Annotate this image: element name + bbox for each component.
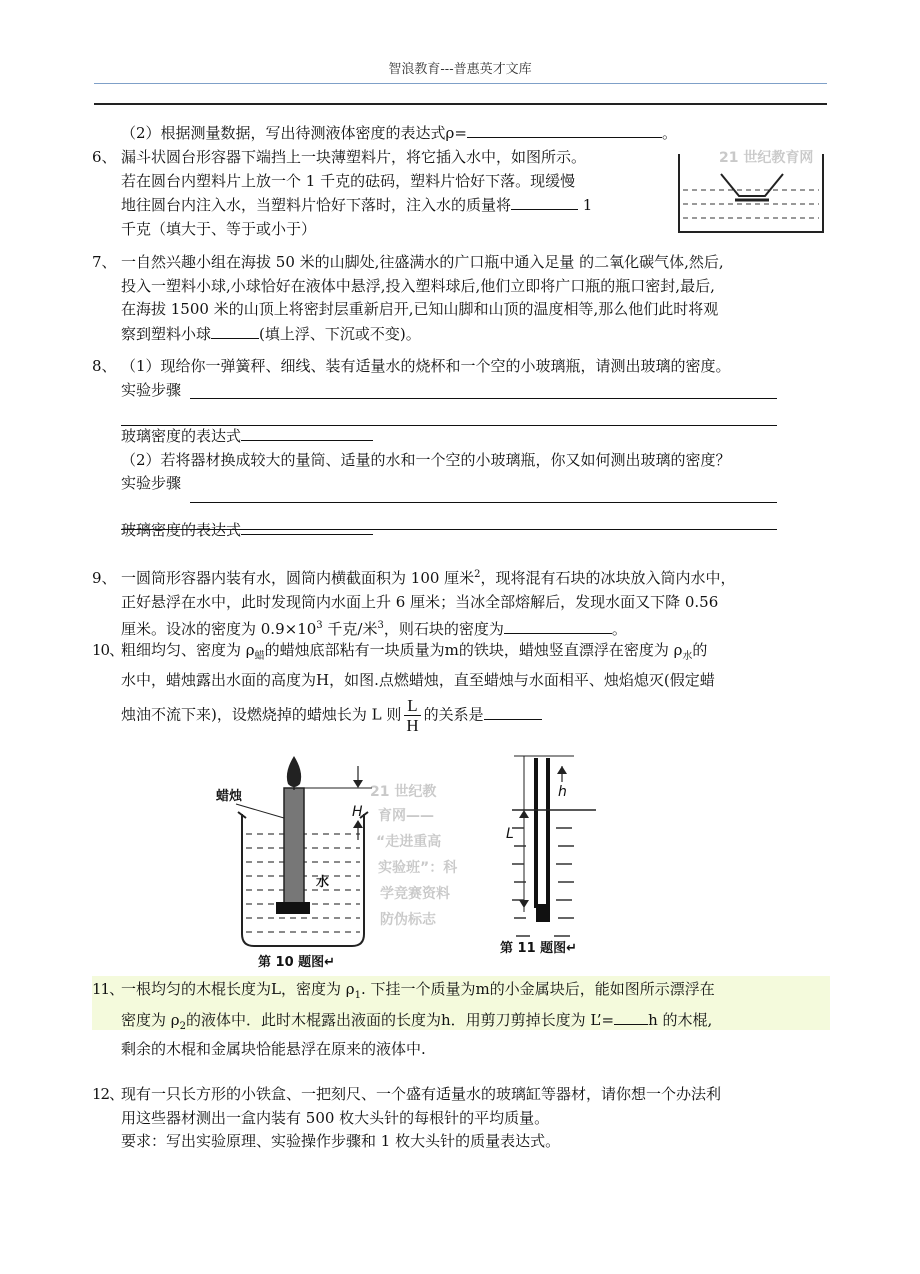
iron-block xyxy=(276,902,310,914)
svg-text:学竞赛资料: 学竞赛资料 xyxy=(380,886,450,902)
svg-text:“走进重高: “走进重高 xyxy=(376,834,442,850)
svg-text:h: h xyxy=(558,784,567,800)
svg-text:21 世纪教: 21 世纪教 xyxy=(370,784,437,800)
watermark xyxy=(370,783,458,928)
question-6-figure xyxy=(673,146,829,238)
fraction-l-over-h: $\frac{L}{H}$ xyxy=(406,696,419,735)
watermark-text: 21 世纪教育网 xyxy=(719,150,814,166)
svg-text:水: 水 xyxy=(316,875,330,890)
answer-blank[interactable] xyxy=(504,617,612,634)
candle-flame xyxy=(287,756,301,787)
svg-text:第 10 题图↵: 第 10 题图↵ xyxy=(258,955,336,970)
figure-11 xyxy=(494,752,614,967)
answer-blank[interactable] xyxy=(211,322,259,339)
answer-line[interactable] xyxy=(190,502,777,503)
header-rule xyxy=(94,83,827,84)
question-11: 11、一根均匀的木棍长度为L，密度为 $\rho_1$. 下挂一个质量为m的小金属块后，能如图所示漂浮在 密度为 $\rho_2$的液体中．此时木棍露出液面的长度为h．用剪刀剪掉长度为 L’= h 的木棍, 剩余的木棍和金属块恰能悬浮在原来的液体中. xyxy=(92,980,715,1058)
candle xyxy=(284,788,304,906)
svg-text:L: L xyxy=(506,826,514,842)
question-10: 10、粗细均匀、密度为 $\rho_蜡$的蜡烛底部粘有一块质量为m的铁块，蜡烛竖直漂浮在密度为 $\rho_水$的 水中，蜡烛露出水面的高度为H，如图.点燃蜡烛，直至蜡烛与水面相平、烛焰熄灭(假定蜡 烛油不流下来)，设燃烧掉的蜡烛长为 L 则 $\frac{L}{H}$ 的关系是 xyxy=(92,641,715,735)
answer-line[interactable] xyxy=(121,529,777,530)
answer-blank[interactable] xyxy=(614,1008,648,1025)
svg-text:实验班”：科: 实验班”：科 xyxy=(378,860,458,876)
answer-blank[interactable] xyxy=(484,703,542,720)
question-8: 8、 （1）现给你一弹簧秤、细线、装有适量水的烧杯和一个空的小玻璃瓶，请测出玻璃的密度。 实验步骤 玻璃密度的表达式 （2）若将器材换成较大的量筒、适量的水和一个空的小玻璃瓶，你又如何测出玻璃的密度？ 实验步骤 玻璃密度的表达式 xyxy=(92,357,731,539)
metal-block xyxy=(536,908,550,922)
question-6: 6、 漏斗状圆台形容器下端挡上一块薄塑料片，将它插入水中，如图所示。 若在圆台内塑料片上放一个 1 千克的砝码，塑料片恰好下落。现缓慢 地往圆台内注入水，当塑料片恰好下落时，注入水的质量将 1 千克（填大于、等于或小于） xyxy=(92,148,593,238)
question-7: 7、 一自然兴趣小组在海拔 50 米的山脚处,往盛满水的广口瓶中通入足量 的二氧化碳气体,然后, 投入一塑料小球,小球恰好在液体中悬浮,投入塑料球后,他们立即将广口瓶的瓶口密封,最后, 在海拔 1500 米的山顶上将密封层重新启开,已知山脚和山顶的温度相等,那么他们此时将观 察到塑料小球 (填上浮、下沉或不变)。 xyxy=(92,253,724,343)
header-divider xyxy=(94,103,827,105)
question-9: 9、 一圆筒形容器内装有水，圆筒内横截面积为 100 厘米$^2$，现将混有石块的冰块放入筒内水中， 正好悬浮在水中，此时发现筒内水面上升 6 厘米；当冰全部熔解后，发现水面又下降 0.56 厘米。设冰的密度为 $0.9\times 10^3$ 千克/米$^3$，则石块的密度为 。 xyxy=(92,569,736,638)
answer-blank[interactable] xyxy=(241,518,373,535)
answer-line[interactable] xyxy=(190,398,777,399)
answer-line[interactable] xyxy=(121,425,777,426)
answer-blank[interactable] xyxy=(241,424,373,441)
question-5-part-2: （2）根据测量数据，写出待测液体密度的表达式ρ= 。 xyxy=(92,121,832,146)
svg-text:防伪标志: 防伪标志 xyxy=(380,912,436,928)
question-12: 12、现有一只长方形的小铁盒、一把刻尺、一个盛有适量水的玻璃缸等器材，请你想一个办法利 用这些器材测出一盒内装有 500 枚大头针的每根针的平均质量。 要求：写出实验原理、实验操作步骤和 1 枚大头针的质量表达式。 xyxy=(92,1085,722,1150)
page-header: 智浪教育---普惠英才文库 xyxy=(388,62,532,77)
svg-text:蜡烛: 蜡烛 xyxy=(216,789,243,804)
answer-blank[interactable] xyxy=(511,193,578,210)
answer-blank[interactable] xyxy=(467,121,662,138)
figure-10 xyxy=(212,752,492,972)
svg-text:第 11 题图↵: 第 11 题图↵ xyxy=(500,941,578,956)
svg-text:育网——: 育网—— xyxy=(378,808,434,824)
svg-text:H: H xyxy=(352,804,363,820)
